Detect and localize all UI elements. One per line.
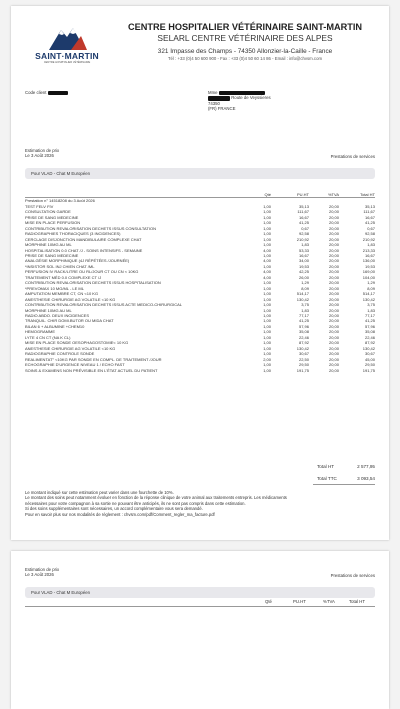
cell-unit-price: 1,83 bbox=[301, 307, 309, 313]
services-label: Prestations de services bbox=[330, 573, 375, 578]
cell-unit-price: 130,42 bbox=[296, 296, 309, 302]
header-vat: %TVA bbox=[309, 192, 339, 198]
client-address-block bbox=[208, 90, 271, 112]
cell-vat: 20,00 bbox=[328, 302, 339, 308]
client-code bbox=[25, 90, 68, 95]
cell-description: PERFUSION IV RACK/LITRE OU RL/JOUR CT OU CN < 10KG bbox=[25, 269, 139, 275]
cell-total: 87,92 bbox=[364, 340, 375, 346]
cell-unit-price: 42,25 bbox=[298, 269, 309, 275]
estimate-title: Estimation de prix bbox=[25, 567, 60, 572]
clinic-name: CENTRE HOSPITALIER VÉTÉRINAIRE SAINT-MARTIN bbox=[127, 22, 363, 32]
client-postcode: 74350 bbox=[208, 100, 220, 106]
cell-vat: 20,00 bbox=[328, 356, 339, 362]
cell-unit-price: 22,50 bbox=[298, 356, 309, 362]
cell-description: PRISE DE SANG MEDECINE bbox=[25, 214, 79, 220]
cell-total: 191,75 bbox=[362, 367, 375, 373]
cell-vat: 20,00 bbox=[328, 231, 339, 237]
cell-qty: 4,00 bbox=[263, 247, 271, 253]
cell-qty: 1,00 bbox=[263, 291, 271, 297]
cell-vat: 20,00 bbox=[328, 274, 339, 280]
cell-description: MORPHINE 10MG AU ML bbox=[25, 242, 72, 248]
cell-vat: 20,00 bbox=[328, 351, 339, 357]
cell-total: 22,46 bbox=[364, 334, 375, 340]
cell-vat: 20,00 bbox=[328, 247, 339, 253]
cell-unit-price: 26,00 bbox=[298, 274, 309, 280]
total-ttc-label: Total TTC bbox=[317, 476, 337, 481]
cell-description: TEST FELV FIV bbox=[25, 203, 54, 209]
estimate-title: Estimation de prix bbox=[25, 148, 60, 153]
cell-description: MISE EN PLACE SONDE OESOPHAGOSTOMIE< 10 KG bbox=[25, 340, 129, 346]
estimate-date: Le 3 Août 2026 bbox=[25, 572, 54, 578]
cell-unit-price: 92,58 bbox=[298, 231, 309, 237]
total-ht-value: 2 577,95 bbox=[357, 464, 375, 469]
cell-qty: 1,00 bbox=[263, 334, 271, 340]
cell-description: CONSULTATION GARDE bbox=[25, 209, 71, 215]
cell-vat: 20,00 bbox=[328, 242, 339, 248]
cell-vat: 20,00 bbox=[328, 252, 339, 258]
clinic-address: 321 Impasse des Champs - 74350 Allonzier-la-Caille - France bbox=[157, 47, 333, 55]
cell-unit-price: 16,67 bbox=[298, 252, 309, 258]
estimate-notes bbox=[25, 490, 375, 517]
cell-total: 104,00 bbox=[362, 274, 375, 280]
cell-total: 1,29 bbox=[367, 280, 375, 286]
logo-wordmark: SAINT·MARTIN bbox=[35, 51, 99, 61]
cell-vat: 20,00 bbox=[328, 203, 339, 209]
cell-qty: 4,00 bbox=[263, 274, 271, 280]
cell-total: 130,42 bbox=[362, 296, 375, 302]
document-page-1 bbox=[11, 6, 389, 540]
cell-qty: 4,00 bbox=[263, 269, 271, 275]
cell-total: 19,53 bbox=[364, 263, 375, 269]
cell-qty: 1,00 bbox=[263, 340, 271, 346]
cell-description: SOINS & EXAMENS NON PRÉVISIBLE EN L'ÉTAT ACTUEL DU PATIENT bbox=[25, 367, 158, 373]
totals-divider bbox=[313, 484, 375, 485]
cell-qty: 1,00 bbox=[263, 312, 271, 318]
clinic-subtitle: SELARL CENTRE VÉTÉRINAIRE DES ALPES bbox=[157, 33, 333, 43]
clinic-contact: Tél : +33 (0)4 50 600 900 - Fax : +33 (0)4 50 60 14 86 - Email : info@chvsm.com bbox=[167, 55, 323, 61]
cell-unit-price: 19,53 bbox=[298, 263, 309, 269]
cell-unit-price: 29,50 bbox=[298, 362, 309, 368]
total-ttc-value: 3 093,54 bbox=[357, 476, 375, 481]
cell-unit-price: 30,67 bbox=[298, 351, 309, 357]
cell-description: HOSPITALISATION 0.0 CHAT /J - SOINS INTENSIFS - SEMAINE bbox=[25, 247, 143, 253]
cell-total: 213,33 bbox=[362, 247, 375, 253]
cell-description: ANALGÉSIE MORPHINIQUE (4J RÉPÉTÉES /JOURNÉE) bbox=[25, 258, 130, 264]
cell-description: PRISE DE SANG MEDECINE bbox=[25, 252, 79, 258]
cell-unit-price: 8,09 bbox=[301, 285, 309, 291]
cell-description: TRANQUIL. CHIR DOMI.BUTOR OU MIDA CHAT bbox=[25, 318, 114, 324]
estimate-heading-p2 bbox=[25, 567, 59, 578]
cell-vat: 20,00 bbox=[328, 318, 339, 324]
note-line: nécessaires pour votre compagnon à sa sortie ne pouvant être anticipés, ils ne sont pas compris dans cette estimation. bbox=[25, 500, 246, 506]
cell-unit-price: 1,29 bbox=[301, 280, 309, 286]
cell-vat: 20,00 bbox=[328, 285, 339, 291]
cell-qty: 2,00 bbox=[263, 356, 271, 362]
cell-description: CONTRIBUTION REVALORISATION DECHETS ISSUS CONSULTATION bbox=[25, 225, 156, 231]
cell-total: 35,08 bbox=[364, 329, 375, 335]
cell-total: 30,67 bbox=[364, 351, 375, 357]
note-line: Si des soins supplémentaires sont nécessaires, un accord complémentaire vous sera demandé. bbox=[25, 506, 203, 512]
cell-total: 136,00 bbox=[362, 258, 375, 264]
cell-qty: 1,00 bbox=[263, 203, 271, 209]
client-code-label: Code client bbox=[25, 90, 47, 95]
cell-unit-price: 41,25 bbox=[298, 318, 309, 324]
cell-unit-price: 3,75 bbox=[301, 302, 309, 308]
cell-vat: 20,00 bbox=[328, 362, 339, 368]
cell-vat: 20,00 bbox=[328, 312, 339, 318]
cell-qty: 1,00 bbox=[263, 318, 271, 324]
cell-description: LYTE 4 CN CT (NA K CL) bbox=[25, 334, 71, 340]
cell-total: 41,25 bbox=[364, 220, 375, 226]
cell-qty: 1,00 bbox=[263, 329, 271, 335]
cell-total: 169,00 bbox=[362, 269, 375, 275]
cell-total: 35,13 bbox=[364, 203, 375, 209]
cell-qty: 1,00 bbox=[263, 231, 271, 237]
cell-vat: 20,00 bbox=[328, 329, 339, 335]
cell-description: MISE EN PLACE PERFUSION bbox=[25, 220, 81, 226]
cell-qty: 1,00 bbox=[263, 307, 271, 313]
cell-unit-price: 57,96 bbox=[298, 323, 309, 329]
header-qty: Qté bbox=[251, 192, 271, 198]
cell-vat: 20,00 bbox=[328, 220, 339, 226]
cell-qty: 1,00 bbox=[263, 225, 271, 231]
cell-vat: 20,00 bbox=[328, 209, 339, 215]
cell-vat: 20,00 bbox=[328, 307, 339, 313]
estimate-date: Le 3 Août 2026 bbox=[25, 153, 54, 159]
client-street: Route de Veyssieres bbox=[231, 95, 271, 101]
cell-total: 45,00 bbox=[364, 356, 375, 362]
cell-unit-price: 53,33 bbox=[298, 247, 309, 253]
cell-total: 29,50 bbox=[364, 362, 375, 368]
total-ht-label: Total HT bbox=[317, 464, 335, 469]
cell-total: 57,96 bbox=[364, 323, 375, 329]
cell-qty: 1,00 bbox=[263, 220, 271, 226]
cell-qty: 1,00 bbox=[263, 280, 271, 286]
cell-total: 92,58 bbox=[364, 231, 375, 237]
cell-vat: 20,00 bbox=[328, 214, 339, 220]
cell-qty: 1,00 bbox=[263, 236, 271, 242]
cell-vat: 20,00 bbox=[328, 296, 339, 302]
client-name-prefix: Mme bbox=[208, 90, 218, 95]
mountain-logo-icon bbox=[47, 24, 87, 50]
cell-description: RADIOGRAPHIE CONTROLE SONDE bbox=[25, 351, 95, 357]
cell-total: 514,17 bbox=[362, 291, 375, 297]
cell-vat: 20,00 bbox=[328, 225, 339, 231]
cell-total: 16,67 bbox=[364, 214, 375, 220]
cell-unit-price: 35,13 bbox=[298, 203, 309, 209]
cell-unit-price: 41,25 bbox=[298, 220, 309, 226]
cell-total: 111,67 bbox=[363, 209, 375, 215]
cell-vat: 20,00 bbox=[328, 269, 339, 275]
cell-qty: 1,00 bbox=[263, 209, 271, 215]
cell-qty: 1,00 bbox=[263, 367, 271, 373]
cell-vat: 20,00 bbox=[328, 367, 339, 373]
note-line: Pour en savoir plus sur nos modalités de règlement : chvsm.com/pdf/Comment_regler_ma_facture.pdf bbox=[25, 511, 215, 517]
cell-description: ANESTHESIE CHIRURGIE AG VOLATILE <10 KG bbox=[25, 296, 116, 302]
note-line: Le montant des soins peut notamment évoluer en fonction de la réponse clinique de votre animal aux traitements entrepris. Les médicaments bbox=[25, 495, 287, 501]
table-row bbox=[25, 368, 375, 373]
cell-description: CONTRIBUTION REVALORISATION DECHETS ISSUS HOSPITALISATION bbox=[25, 280, 161, 286]
total-ttc-line bbox=[317, 476, 375, 482]
header-unit-price: PU.HT bbox=[271, 192, 309, 198]
redaction-bar bbox=[48, 91, 68, 96]
cell-qty: 1,00 bbox=[263, 323, 271, 329]
header-qty: Qté bbox=[265, 599, 272, 604]
patient-bar: Pour VLAD - Chat M Européen bbox=[25, 168, 375, 179]
clinic-logo bbox=[35, 24, 99, 64]
estimate-heading bbox=[25, 148, 59, 159]
cell-description: ANESTHESIE CHIRURGIE AG VOLATILE <10 KG bbox=[25, 345, 116, 351]
client-country: (FR) FRANCE bbox=[208, 106, 236, 112]
cell-qty: 1,00 bbox=[263, 242, 271, 248]
cell-qty: 1,00 bbox=[263, 252, 271, 258]
header-divider bbox=[25, 606, 375, 607]
cell-total: 3,75 bbox=[367, 302, 375, 308]
cell-qty: 1,00 bbox=[263, 351, 271, 357]
cell-description: BILAN 6 + ALBUMINE +CHEM10 bbox=[25, 323, 85, 329]
cell-description: HEMOGRAMME bbox=[25, 329, 55, 335]
cell-description: RADIO ABDO. DEUX INCIDENCES bbox=[25, 312, 90, 318]
cell-description: RADIOGRAPHIES THORACIQUES (3 INCIDENCES) bbox=[25, 231, 121, 237]
note-line: Le montant indiqué sur cette estimation peut varier dans une fourchette de 10%. bbox=[25, 490, 174, 495]
cell-unit-price: 22,46 bbox=[298, 334, 309, 340]
header-unit-price: PU.HT bbox=[293, 599, 306, 604]
header-vat: %TVA bbox=[323, 599, 335, 604]
prestation-ref: Prestation n° 14518208 du 3 Août 2026 bbox=[25, 198, 95, 204]
cell-qty: 1,00 bbox=[263, 296, 271, 302]
cell-qty: 1,00 bbox=[263, 263, 271, 269]
cell-total: 16,67 bbox=[364, 252, 375, 258]
line-items-table bbox=[25, 192, 375, 373]
cell-description: CERCLAGE DISJONCTION MANDIBULAIRE COMPLEXE CHAT bbox=[25, 236, 142, 242]
cell-unit-price: 77,17 bbox=[298, 312, 309, 318]
cell-total: 77,17 bbox=[364, 312, 375, 318]
services-label: Prestations de services bbox=[330, 154, 375, 159]
cell-total: 1,83 bbox=[367, 242, 375, 248]
header-total: Total HT bbox=[339, 192, 375, 198]
cell-description: ECHOGRAPHIE D'URGENCE NIVEAU 1 / ECHO FAST bbox=[25, 362, 125, 368]
cell-vat: 20,00 bbox=[328, 323, 339, 329]
cell-description: *PREVOMAX 10 MG/ML - LE ML bbox=[25, 285, 84, 291]
clinic-header bbox=[107, 22, 383, 62]
cell-vat: 20,00 bbox=[328, 263, 339, 269]
cell-description: AMPUTATION MEMBRE CT, CN <10 KG bbox=[25, 291, 99, 297]
cell-total: 1,83 bbox=[367, 307, 375, 313]
cell-total: 8,09 bbox=[367, 285, 375, 291]
cell-vat: 20,00 bbox=[328, 258, 339, 264]
cell-total: 41,25 bbox=[364, 318, 375, 324]
cell-unit-price: 87,92 bbox=[298, 340, 309, 346]
logo-tagline: CENTRE HOSPITALIER VÉTÉRINAIRE bbox=[43, 61, 91, 64]
cell-vat: 20,00 bbox=[328, 280, 339, 286]
cell-description: *INSISTOR SOL INJ CHIEN CHAT /ML bbox=[25, 263, 95, 269]
cell-qty: 4,00 bbox=[263, 258, 271, 264]
cell-vat: 20,00 bbox=[328, 334, 339, 340]
patient-bar: Pour VLAD - Chat M Européen bbox=[25, 587, 375, 598]
cell-unit-price: 35,08 bbox=[298, 329, 309, 335]
cell-vat: 20,00 bbox=[328, 340, 339, 346]
cell-vat: 20,00 bbox=[328, 236, 339, 242]
cell-description: REALIMENTAT° <10KG PAR SONDE EN COMPL. DE TRAITEMENT /JOUR bbox=[25, 356, 162, 362]
cell-unit-price: 130,42 bbox=[296, 345, 309, 351]
cell-total: 130,42 bbox=[362, 345, 375, 351]
cell-unit-price: 111,67 bbox=[297, 209, 309, 215]
cell-unit-price: 0,67 bbox=[301, 225, 309, 231]
total-ht-line bbox=[317, 464, 375, 470]
cell-total: 210,92 bbox=[362, 236, 375, 242]
cell-unit-price: 34,00 bbox=[298, 258, 309, 264]
cell-vat: 20,00 bbox=[328, 345, 339, 351]
header-total: Total HT bbox=[349, 599, 365, 604]
cell-unit-price: 16,67 bbox=[298, 214, 309, 220]
cell-total: 0,67 bbox=[367, 225, 375, 231]
cell-unit-price: 514,17 bbox=[296, 291, 309, 297]
cell-unit-price: 191,75 bbox=[296, 367, 309, 373]
document-page-2 bbox=[11, 551, 389, 709]
cell-unit-price: 1,83 bbox=[301, 242, 309, 248]
cell-description: TRAITEMENT MÉD 0.0 COMPLEXE CT /J bbox=[25, 274, 102, 280]
cell-qty: 1,00 bbox=[263, 362, 271, 368]
cell-unit-price: 210,92 bbox=[296, 236, 309, 242]
cell-description: MORPHINE 10MG AU ML bbox=[25, 307, 72, 313]
cell-vat: 20,00 bbox=[328, 291, 339, 297]
cell-description: CONTRIBUTION REVALORISATION DECHETS ISSUS ACTE MEDICO-CHIRURGICAL bbox=[25, 302, 182, 308]
cell-qty: 1,00 bbox=[263, 345, 271, 351]
cell-qty: 1,00 bbox=[263, 302, 271, 308]
cell-qty: 1,00 bbox=[263, 214, 271, 220]
redaction-bar bbox=[208, 96, 230, 101]
cell-qty: 1,00 bbox=[263, 285, 271, 291]
